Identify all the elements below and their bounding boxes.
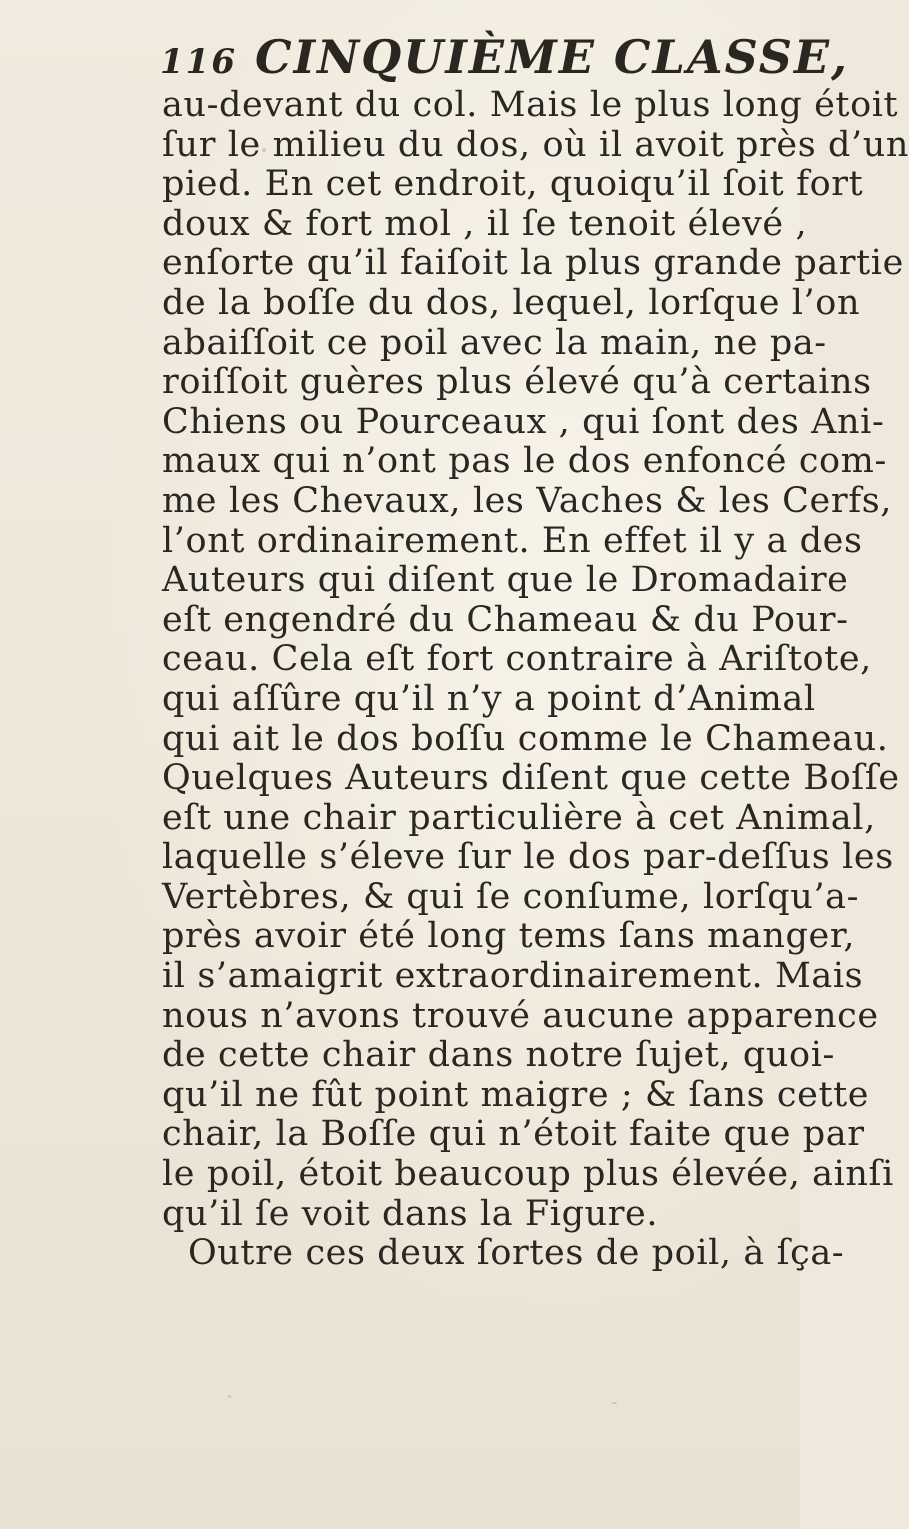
text-line: pied. En cet endroit, quoiqu’il ſoit fort <box>162 164 864 205</box>
paper-speck <box>612 1402 617 1404</box>
text-line: maux qui n’ont pas le dos enfoncé com- <box>162 441 887 482</box>
paper-speck <box>398 1180 401 1183</box>
text-line: Quelques Auteurs diſent que cette Boſſe <box>162 758 900 799</box>
text-line: Vertèbres, & qui ſe conſume, lorſqu’a- <box>162 876 860 917</box>
text-line: ſur le milieu du dos, où il avoit près d’un <box>162 124 909 165</box>
text-line: eſt une chair particulière à cet Animal, <box>162 797 876 838</box>
text-line: l’ont ordinairement. En effet il y a des <box>162 520 863 561</box>
text-line: de cette chair dans notre ſujet, quoi- <box>162 1035 835 1076</box>
text-line: près avoir été long tems ſans manger, <box>162 916 856 957</box>
text-line: qui ait le dos boſſu comme le Chameau. <box>162 718 889 759</box>
text-line: eſt engendré du Chameau & du Pour- <box>162 599 849 640</box>
text-line: nous n’avons trouvé aucune apparence <box>162 995 879 1036</box>
text-line: ceau. Cela eſt fort contraire à Ariſtote, <box>162 639 872 680</box>
paper-speck <box>228 1395 231 1398</box>
running-title: CINQUIÈME CLASSE, <box>254 30 850 84</box>
page-number: 116 <box>160 42 237 82</box>
text-line: qui aſſûre qu’il n’y a point d’Animal <box>162 678 816 719</box>
text-line: Outre ces deux ſortes de poil, à ſça- <box>188 1233 845 1274</box>
text-line: le poil, étoit beaucoup plus élevée, ainſi <box>162 1154 894 1195</box>
text-line: enſorte qu’il faiſoit la plus grande partie <box>162 243 904 284</box>
text-line: me les Chevaux, les Vaches & les Cerfs, <box>162 480 893 521</box>
running-header <box>160 30 850 90</box>
text-line: qu’il ne fût point maigre ; & ſans cette <box>162 1074 870 1115</box>
body-text <box>162 85 909 1274</box>
text-line: laquelle s’éleve ſur le dos par-deſſus les <box>162 837 894 878</box>
text-line: chair, la Boſſe qui n’étoit faite que par <box>162 1114 865 1155</box>
text-line: qu’il ſe voit dans la Figure. <box>162 1193 659 1234</box>
text-line: au-devant du col. Mais le plus long étoit <box>162 85 899 125</box>
text-line: de la boſſe du dos, lequel, lorſque l’on <box>162 282 861 323</box>
text-line: roiſſoit guères plus élevé qu’à certains <box>162 362 872 403</box>
text-line: doux & fort mol , il ſe tenoit élevé , <box>162 203 808 244</box>
text-line: Auteurs qui diſent que le Dromadaire <box>162 560 849 601</box>
text-line: abaiſſoit ce poil avec la main, ne pa- <box>162 322 827 363</box>
text-line: Chiens ou Pourceaux , qui ſont des Ani- <box>162 401 885 442</box>
paper-speck <box>262 148 266 152</box>
text-line: il s’amaigrit extraordinairement. Mais <box>162 956 864 997</box>
